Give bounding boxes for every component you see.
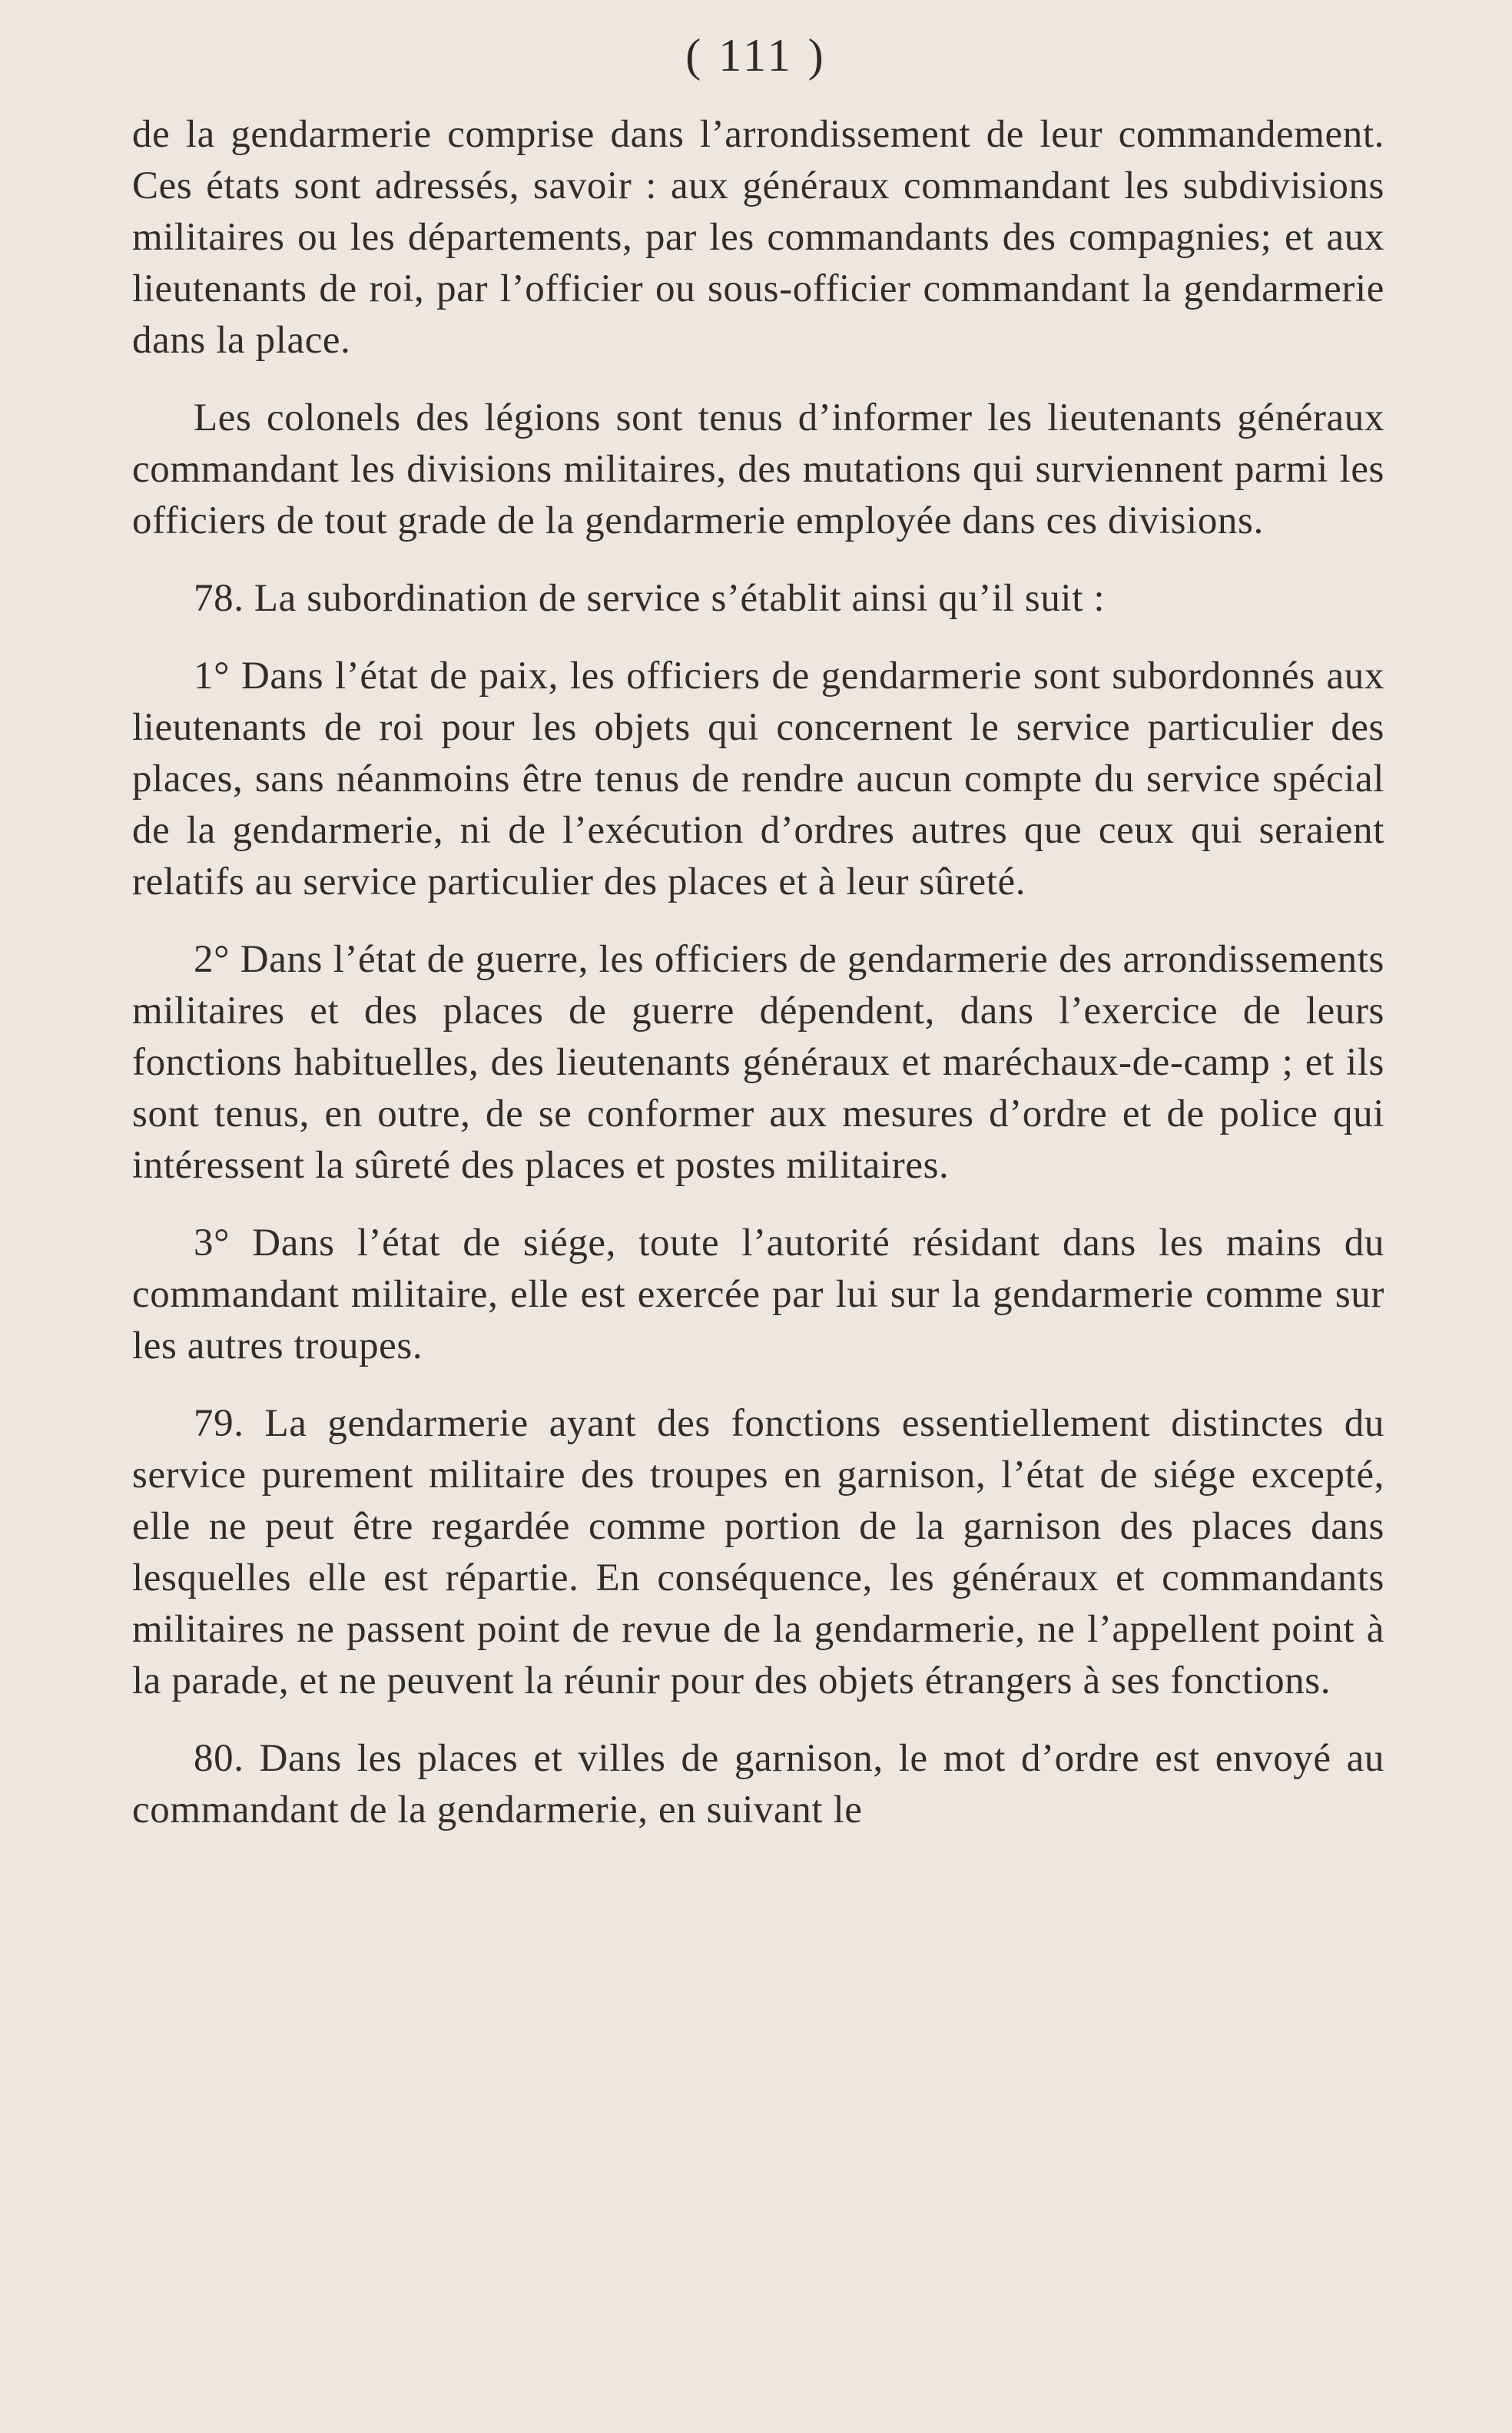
- paragraph-etat-de-guerre: 2° Dans l’état de guerre, les officiers de gendarmerie des arrondissements militaires et des places de guerre dépendent, dans l’exercice de leurs fonctions habituelles, des lieutenants généraux et maréchaux-de-camp ; et ils sont tenus, en outre, de se conformer aux mesures d’ordre et de police qui intéressent la sûreté des places et postes militaires.: [132, 938, 1384, 1187]
- paragraph-article-80: 80. Dans les places et villes de garnison, le mot d’ordre est envoyé au commandant de la gendarmerie, en suivant le: [132, 1737, 1384, 1831]
- paragraph-article-79: 79. La gendarmerie ayant des fonctions essentiellement distinctes du service purement militaire des troupes en garnison, l’état de siége excepté, elle ne peut être regardée comme portion de la garnison des places dans lesquelles elle est répartie. En conséquence, les généraux et commandants militaires ne passent point de revue de la gendarmerie, ne l’appellent point à la parade, et ne peuvent la réunir pour des objets étrangers à ses fonctions.: [132, 1402, 1384, 1702]
- paragraph-article-78: 78. La subordination de service s’établit ainsi qu’il suit :: [194, 577, 1106, 620]
- page-body: [132, 109, 1384, 1836]
- paragraph-colonels: Les colonels des légions sont tenus d’informer les lieutenants généraux commandant les divisions militaires, des mutations qui surviennent parmi les officiers de tout grade de la gendarmerie employée dans ces divisions.: [132, 396, 1384, 542]
- page-number-header: ( 111 ): [685, 30, 827, 81]
- paragraph-etat-de-paix: 1° Dans l’état de paix, les officiers de gendarmerie sont subordonnés aux lieutenants de roi pour les objets qui concernent le service particulier des places, sans néanmoins être tenus de rendre aucun compte du service spécial de la gendarmerie, ni de l’exécution d’ordres autres que ceux qui seraient relatifs au service particulier des places et à leur sûreté.: [132, 655, 1384, 903]
- paragraph-etat-de-siege: 3° Dans l’état de siége, toute l’autorité résidant dans les mains du commandant militaire, elle est exercée par lui sur la gendarmerie comme sur les autres troupes.: [132, 1221, 1384, 1367]
- paragraph-continuation: de la gendarmerie comprise dans l’arrondissement de leur commandement. Ces états sont adressés, savoir : aux généraux commandant les subdivisions militaires ou les départements, par les commandants des compagnies; et aux lieutenants de roi, par l’officier ou sous-officier commandant la gendarmerie dans la place.: [132, 113, 1384, 362]
